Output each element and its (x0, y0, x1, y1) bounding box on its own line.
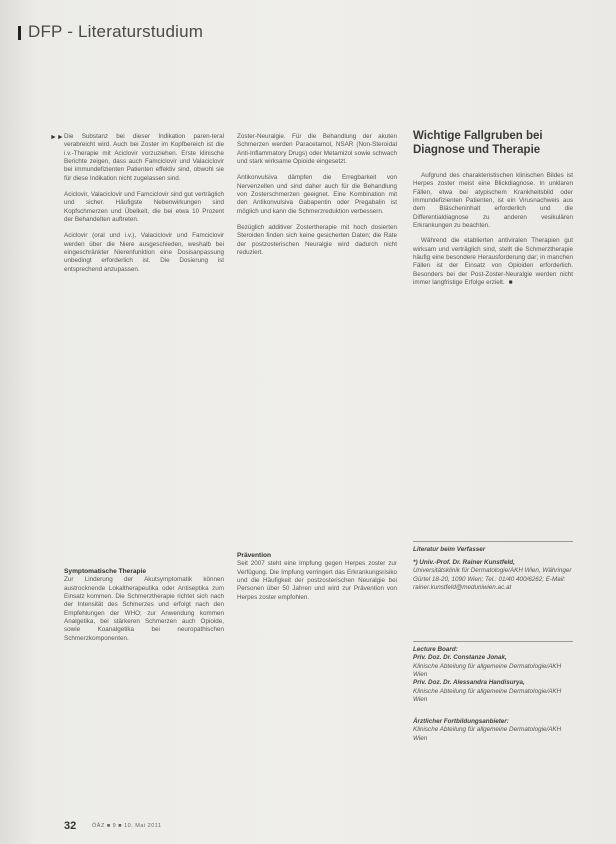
section-heading: Prävention (237, 552, 272, 559)
continuation-arrow-icon: ►► (50, 134, 64, 141)
committee-label: Ärztlicher Fortbildungsanbieter: (413, 718, 509, 725)
lecture-board (413, 646, 573, 704)
sidebar-heading: Wichtige Fallgruben bei Diagnose und Therapie (413, 130, 543, 156)
paragraph: Aufgrund des charakteristischen klinischen Bildes ist Herpes zoster meist eine Blickdiagnose. In unklaren Fällen, etwa bei atypischem Krankheitsbild oder immundefizienten Patienten, ist ein Virusnachweis aus dem Bläscheninhalt erforderlich und die Differentialdiagnose zu anderen vesikulären Erkrankungen zu beachten. (413, 172, 573, 230)
author-affiliation: Universitätsklinik für Dermatologie/AKH Wien, Währinger Gürtel 18-20, 1090 Wien; Tel.: 01/40 400/6262; E-Mail: rainer.kunstfeld@meduniwien.ac.at (413, 567, 572, 592)
paragraph: Zoster-Neuralgie. Für die Behandlung der akuten Schmerzen werden Paracetamol, NSAR (Non-Steroidal Anti-Inflammatory Drugs) oder Metamizol sowie schwach und stark wirksame Opioide eingesetzt. (237, 133, 397, 166)
literature-label: Literatur beim Verfasser (413, 546, 486, 553)
board-member-affiliation: Klinische Abteilung für allgemeine Dermatologie/AKH Wien (413, 687, 562, 704)
paragraph (413, 237, 573, 287)
end-mark-icon: ■ (508, 279, 513, 287)
column-2 (237, 133, 397, 265)
board-member-name: Priv. Doz. Dr. Constanze Jonak, (413, 654, 507, 662)
committee-info (413, 718, 573, 743)
paragraph: Aciclovir, Valaciclovir und Famciclovir sind gut verträglich und sicher. Häufigste Nebenwirkungen sind Kopfschmerzen und Übelkeit, die bei etwa 10 Prozent der Behandelten auftreten. (64, 191, 224, 224)
sidebar-text (413, 172, 573, 294)
section-heading: Symptomatische Therapie (64, 568, 147, 575)
paragraph: Seit 2007 steht eine Impfung gegen Herpes zoster zur Verfügung. Die Impfung verringert das Erkrankungsrisiko und die Häufigkeit der postzosterischen Neuralgie bei Personen über 50 Jahren und wird zur Prävention von Herpes zoster empfohlen. (237, 560, 397, 601)
publication-info: ÖÄZ ■ 9 ■ 10. Mai 2011 (92, 823, 162, 829)
paragraph: Die Substanz bei dieser Indikation paren-teral verabreicht wird. Auch bei Zoster im Kopfbereich ist die i.v.-Therapie mit Aciclovir vorzuziehen. Erste klinische Berichte zeigen, dass auch Famciclovir und Valaciclovir bei immundefizienten Patienten effektiv sind, obwohl sie für diese Indikation nicht zugelassen sind. (64, 133, 224, 182)
divider (413, 541, 573, 542)
paragraph: Zur Linderung der Akutsymptomatik können austrocknende Lokaltherapeutika oder Antiseptika zum Einsatz kommen. Die Schmerztherapie richtet sich nach der Intensität des Schmerzes und erfolgt nach den Empfehlungen der WHO; zur Anwendung kommen Analgetika, bei stärkeren Schmerzen auch Opioide, sowie Koanalgetika bei neuropathischen Schmerzkomponenten. (64, 576, 224, 642)
symptomatic-therapy-section (64, 568, 224, 643)
header-bar (18, 26, 21, 40)
author-info (413, 559, 573, 592)
literature-note (413, 546, 573, 554)
column-1 (64, 133, 224, 282)
prevention-section (237, 552, 397, 602)
page-title: DFP - Literaturstudium (28, 22, 204, 41)
divider (413, 641, 573, 642)
paragraph: Antikonvulsiva dämpfen die Erregbarkeit von Nervenzellen und sind daher auch für die Behandlung von Zosterschmerzen geeignet. Eine Kombination mit den Antikonvulsiva Gabapentin oder Pregabalin ist möglich und kann die Schmerzreduktion verbessern. (237, 174, 397, 215)
lecture-board-label: Lecture Board: (413, 646, 458, 653)
committee-text: Klinische Abteilung für allgemeine Dermatologie/AKH Wien (413, 726, 562, 742)
board-member-name: Priv. Doz. Dr. Alessandra Handisurya, (413, 679, 525, 687)
paragraph: Aciclovir (oral und i.v.), Valaciclovir und Famciclovir werden über die Niere ausgeschieden, weshalb bei eingeschränkter Nierenfunktion eine Dosisanpassung unbedingt erforderlich ist. Die Dosierung ist entsprechend anzupassen. (64, 232, 224, 273)
paragraph-text: Während die etablierten antiviralen Therapien gut wirksam und verträglich sind, stellt die Schmerztherapie häufig eine besondere Herausforderung dar; in manchen Fällen ist der Einsatz von Opioiden erforderlich. Besonders bei der Post-Zoster-Neuralgie werden nicht immer langfristige Erfolge erzielt. (413, 237, 573, 287)
page-number: 32 (64, 820, 77, 832)
paragraph: Bezüglich additiver Zostertherapie mit hoch dosierten Steroiden finden sich keine gesicherten Daten; die Rate der postzosterischen Neuralgie wird dadurch nicht reduziert. (237, 224, 397, 257)
author-name: *) Univ.-Prof. Dr. Rainer Kunstfeld, (413, 559, 515, 566)
board-member-affiliation: Klinische Abteilung für allgemeine Dermatologie/AKH Wien (413, 662, 562, 679)
